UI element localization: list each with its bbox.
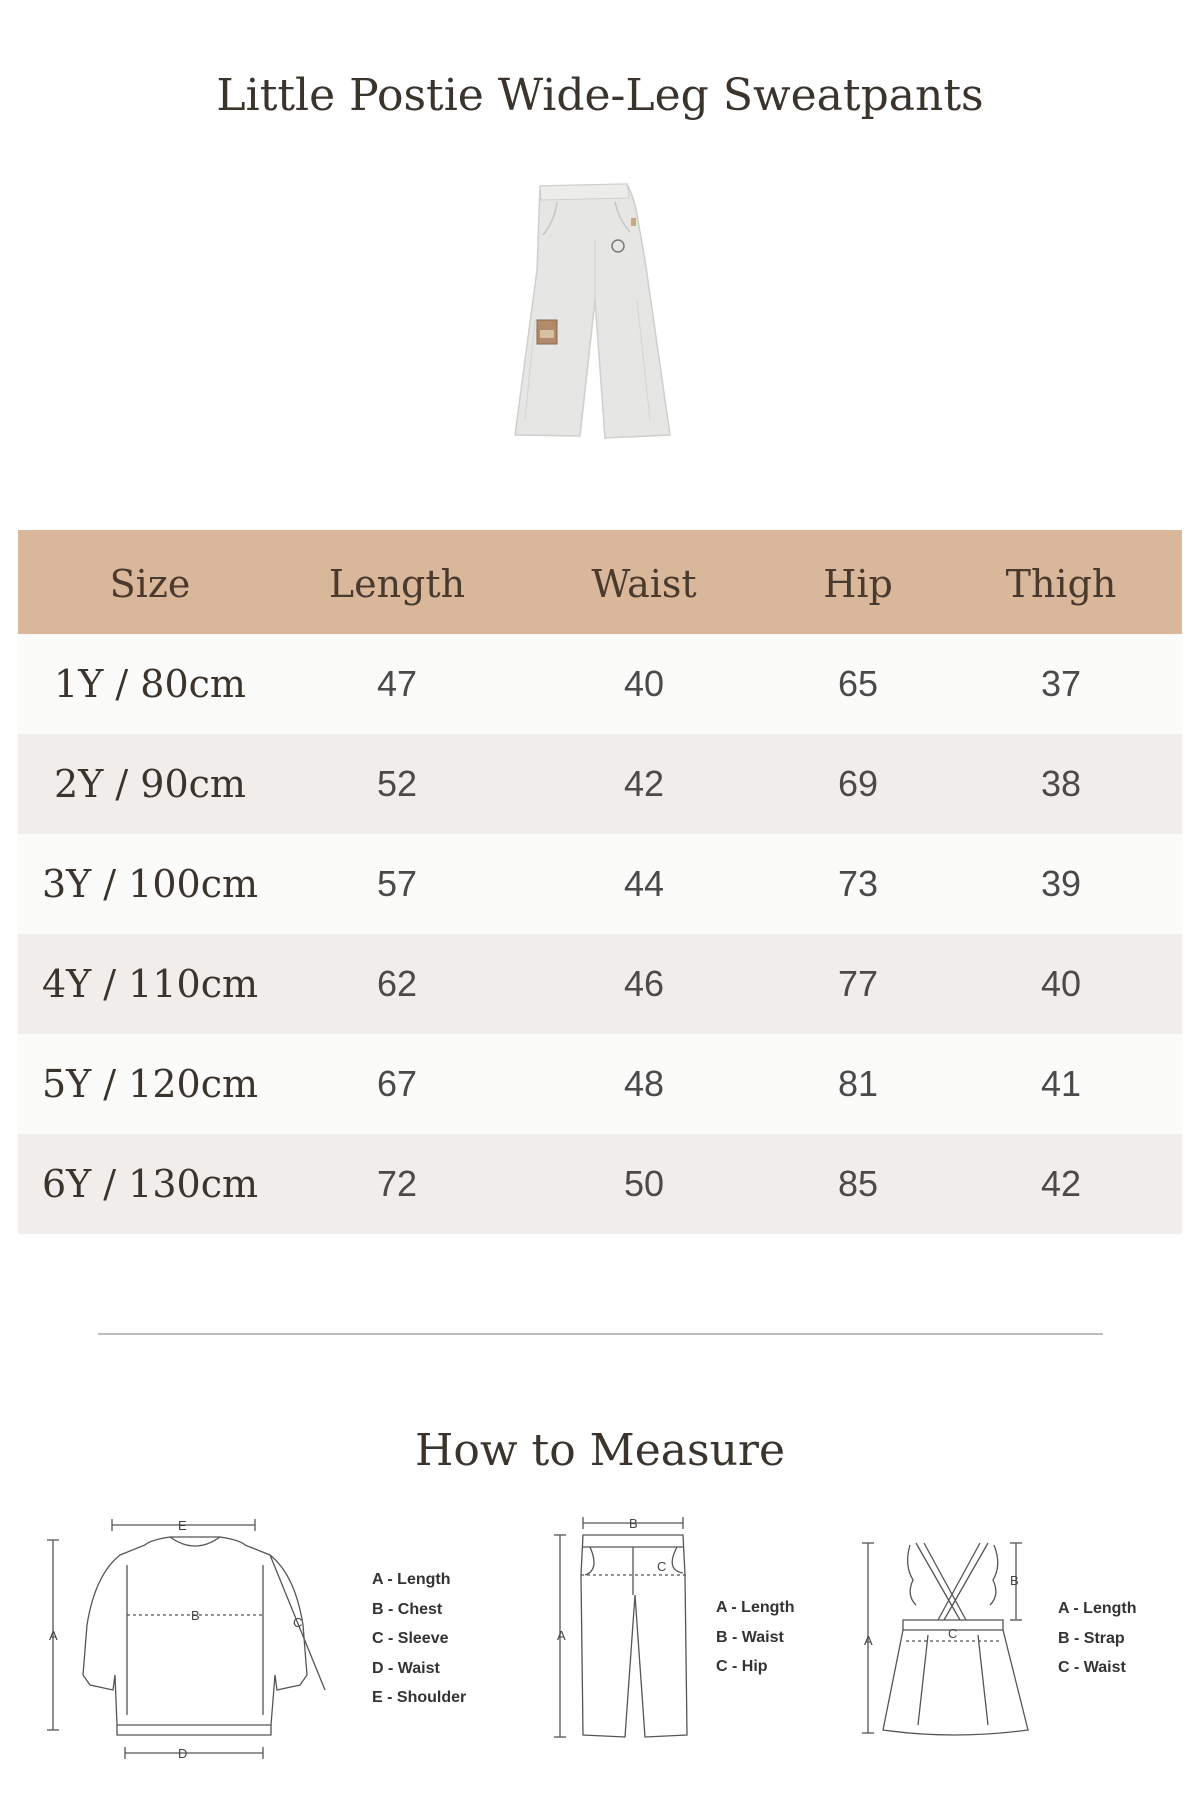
hip-cell: 85 [837, 1163, 879, 1204]
size-chart-table [18, 530, 1182, 1234]
sweater-mark-e: E [178, 1518, 187, 1533]
header-thigh: Thigh [1005, 562, 1117, 606]
thigh-cell: 42 [1040, 1163, 1082, 1204]
sweater-legend-item: B - Chest [372, 1600, 443, 1618]
pants-mark-a: A [557, 1628, 566, 1643]
size-cell: 3Y / 100cm [41, 862, 259, 906]
skirt-legend [1058, 1594, 1137, 1683]
header-hip: Hip [823, 562, 893, 606]
sweater-legend-item: E - Shoulder [372, 1689, 467, 1706]
waist-cell: 46 [623, 963, 665, 1004]
sweater-mark-a: A [49, 1628, 58, 1643]
length-cell: 67 [376, 1063, 418, 1104]
sweater-mark-d: D [178, 1746, 188, 1761]
length-cell: 47 [376, 663, 418, 704]
thigh-cell: 40 [1040, 963, 1082, 1004]
skirt-mark-a: A [864, 1633, 873, 1648]
table-row [18, 1034, 1182, 1134]
skirt-legend-item: C - Waist [1058, 1659, 1126, 1676]
pants-mark-c: C [657, 1559, 667, 1574]
hip-cell: 77 [837, 963, 879, 1004]
hip-cell: 65 [837, 663, 879, 704]
skirt-diagram [858, 1535, 1033, 1750]
thigh-cell: 41 [1040, 1063, 1082, 1104]
thigh-cell: 39 [1040, 863, 1082, 904]
skirt-mark-b: B [1010, 1573, 1019, 1588]
hip-cell: 81 [837, 1063, 879, 1104]
table-row [18, 1134, 1182, 1234]
waist-cell: 48 [623, 1063, 665, 1104]
size-cell: 2Y / 90cm [54, 762, 246, 806]
size-cell: 1Y / 80cm [54, 662, 246, 706]
sweater-legend-item: A - Length [372, 1571, 451, 1588]
size-cell: 4Y / 110cm [41, 962, 259, 1006]
size-cell: 5Y / 120cm [41, 1062, 259, 1106]
sweater-legend [372, 1565, 466, 1713]
table-header-row [18, 530, 1182, 634]
sweater-legend-item: C - Sleeve [372, 1630, 449, 1647]
sweater-legend-item: D - Waist [372, 1659, 440, 1677]
table-row [18, 834, 1182, 934]
length-cell: 57 [376, 863, 418, 904]
pants-legend-item: B - Waist [716, 1628, 784, 1646]
table-row [18, 734, 1182, 834]
pants-diagram [545, 1515, 705, 1750]
waist-cell: 50 [623, 1163, 665, 1204]
skirt-mark-c: C [948, 1626, 958, 1641]
pants-mark-b: B [629, 1516, 638, 1531]
header-length: Length [328, 562, 466, 606]
pants-legend-item: C - Hip [716, 1658, 768, 1675]
waist-cell: 44 [623, 863, 665, 904]
length-cell: 62 [376, 963, 418, 1004]
measure-title: How to Measure [415, 1425, 785, 1476]
waist-cell: 40 [623, 663, 665, 704]
section-divider [98, 1333, 1103, 1335]
hip-cell: 73 [837, 863, 879, 904]
length-cell: 52 [376, 763, 418, 804]
header-waist: Waist [591, 562, 697, 606]
page-title: Little Postie Wide-Leg Sweatpants [216, 70, 984, 121]
waist-cell: 42 [623, 763, 665, 804]
thigh-cell: 38 [1040, 763, 1082, 804]
table-body [18, 634, 1182, 1234]
hip-cell: 69 [837, 763, 879, 804]
pants-legend [716, 1593, 795, 1682]
table-row [18, 634, 1182, 734]
skirt-legend-item: A - Length [1058, 1600, 1137, 1617]
thigh-cell: 37 [1040, 663, 1082, 704]
size-cell: 6Y / 130cm [41, 1162, 259, 1206]
sweater-mark-b: B [191, 1608, 200, 1623]
header-size: Size [109, 562, 191, 606]
sweater-mark-c: C [293, 1615, 303, 1630]
sweater-diagram [45, 1515, 345, 1770]
pants-legend-item: A - Length [716, 1599, 795, 1616]
length-cell: 72 [376, 1163, 418, 1204]
product-image [495, 180, 710, 445]
skirt-legend-item: B - Strap [1058, 1629, 1125, 1647]
table-row [18, 934, 1182, 1034]
